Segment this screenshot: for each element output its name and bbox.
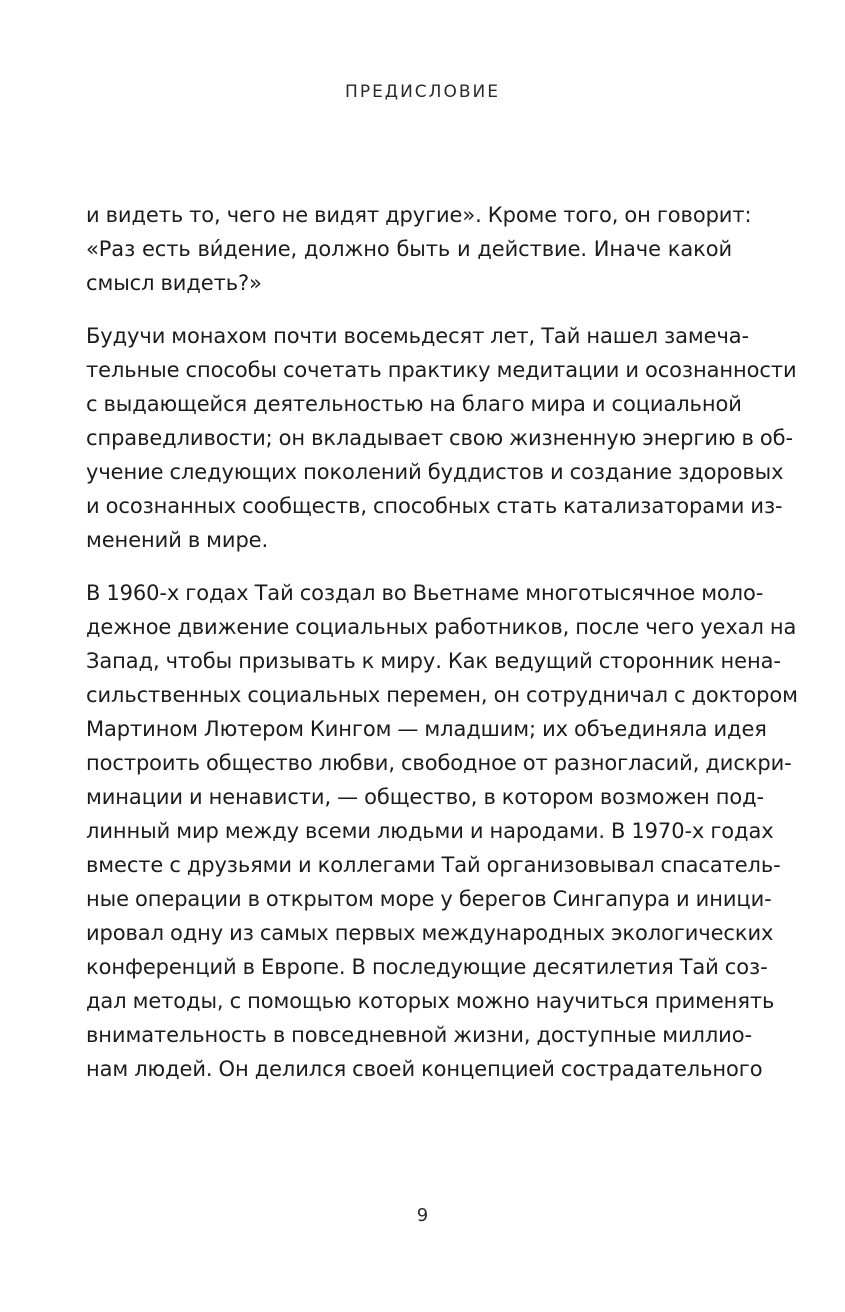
text-line: Запад, чтобы призывать к миру. Как ведущий сторонник нена-: [86, 649, 781, 673]
text-line: конференций в Европе. В последующие десятилетия Тай соз-: [86, 955, 768, 979]
text-line: справедливости; он вкладывает свою жизненную энергию в об-: [86, 426, 793, 450]
text-line: и видеть то, чего не видят другие». Кроме того, он говорит:: [86, 203, 752, 227]
text-line: сильственных социальных перемен, он сотрудничал с доктором: [86, 683, 798, 707]
text-line: минации и ненависти, — общество, в котором возможен под-: [86, 785, 765, 809]
text-line: внимательность в повседневной жизни, доступные миллио-: [86, 1023, 752, 1047]
page-number: 9: [416, 1205, 429, 1226]
text-line: вместе с друзьями и коллегами Тай организовывал спасатель-: [86, 853, 781, 877]
paragraph-2: [86, 319, 797, 557]
text-line: Мартином Лютером Кингом — младшим; их объединяла идея: [86, 717, 767, 741]
text-line: и осознанных сообществ, способных стать катализаторами из-: [86, 494, 783, 518]
text-line: смысл видеть?»: [86, 271, 262, 295]
running-head: ПРЕДИСЛОВИЕ: [345, 82, 500, 102]
text-line: построить общество любви, свободное от разногласий, дискри-: [86, 751, 792, 775]
text-line: Будучи монахом почти восемьдесят лет, Тай нашел замеча-: [86, 324, 750, 348]
text-line: В 1960-х годах Тай создал во Вьетнаме многотысячное моло-: [86, 581, 764, 605]
text-line: менений в мире.: [86, 528, 269, 552]
text-line: ировал одну из самых первых международных экологических: [86, 921, 774, 945]
text-line: дежное движение социальных работников, после чего уехал на: [86, 615, 797, 639]
text-line: тельные способы сочетать практику медитации и осознанности: [86, 358, 797, 382]
paragraph-1: [86, 198, 752, 300]
text-line: «Раз есть ви́дение, должно быть и действие. Иначе какой: [86, 237, 732, 261]
page-body: [86, 198, 798, 1105]
text-line: учение следующих поколений буддистов и создание здоровых: [86, 460, 784, 484]
text-line: ные операции в открытом море у берегов Сингапура и иници-: [86, 887, 772, 911]
text-line: нам людей. Он делился своей концепцией сострадательного: [86, 1057, 763, 1081]
paragraph-3: [86, 576, 798, 1086]
text-line: с выдающейся деятельностью на благо мира и социальной: [86, 392, 742, 416]
text-line: дал методы, с помощью которых можно научиться применять: [86, 989, 775, 1013]
text-line: линный мир между всеми людьми и народами. В 1970-х годах: [86, 819, 774, 843]
